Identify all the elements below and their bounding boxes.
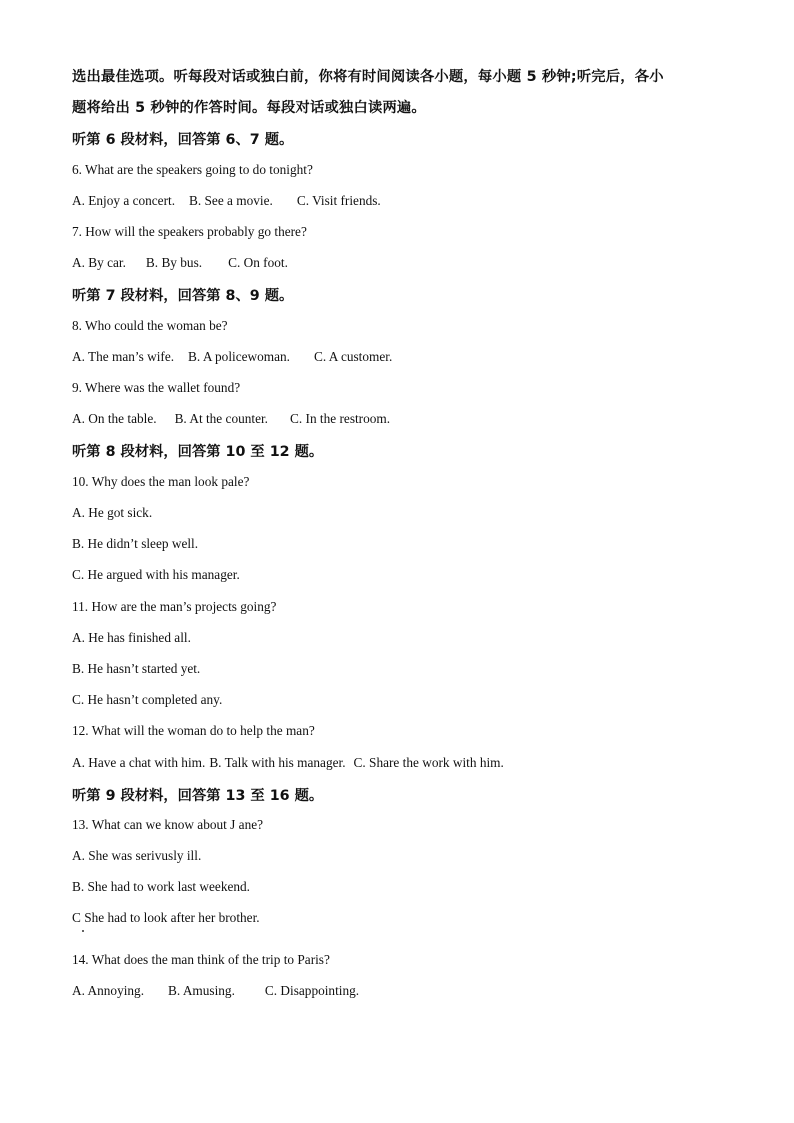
question-10-option-a: A. He got sick. [72, 505, 153, 520]
question-7-stem: 7. How will the speakers probably go there? [72, 224, 307, 239]
question-6-option-a: A. Enjoy a concert. [72, 193, 176, 208]
question-8-option-c: C. A customer. [313, 349, 393, 364]
question-14-option-b: B. Amusing. [168, 983, 235, 998]
question-11-option-c: C. He hasn’t completed any. [72, 692, 223, 707]
question-11-option-a: A. He has finished all. [72, 630, 191, 645]
question-6-stem: 6. What are the speakers going to do tonight? [72, 162, 313, 177]
question-9-option-c: C. In the restroom. [290, 411, 391, 426]
instructions-line-2: 题将给出 5 秒钟的作答时间。每段对话或独白读两遍。 [72, 100, 426, 116]
question-13-option-a: A. She was serivusly ill. [72, 848, 202, 863]
question-9-options [72, 411, 390, 427]
section-heading-7: 听第 7 段材料，回答第 8、9 题。 [72, 288, 294, 304]
question-13-option-c: C She had to look after her brother. [72, 910, 260, 925]
question-7-options [72, 255, 288, 271]
question-10-stem: 10. Why does the man look pale? [72, 474, 250, 489]
question-13-stem: 13. What can we know about J ane? [72, 817, 264, 832]
question-9-option-b: B. At the counter. [174, 411, 268, 426]
question-14-stem: 14. What does the man think of the trip to Paris? [72, 952, 330, 967]
question-11-option-b: B. He hasn’t started yet. [72, 661, 201, 676]
question-14-option-c: C. Disappointing. [264, 983, 360, 998]
question-13-option-b: B. She had to work last weekend. [72, 879, 250, 894]
question-6-options [72, 193, 381, 209]
question-8-options [72, 349, 392, 365]
question-12-option-a: A. Have a chat with him. [72, 755, 206, 770]
question-14-option-a: A. Annoying. [72, 983, 145, 998]
instructions-line-1: 选出最佳选项。听每段对话或独白前，你将有时间阅读各小题，每小题 5 秒钟;听完后，各小 [72, 69, 664, 85]
section-heading-6: 听第 6 段材料，回答第 6、7 题。 [72, 132, 294, 148]
question-6-option-c: C. Visit friends. [296, 193, 381, 208]
question-6-option-b: B. See a movie. [189, 193, 273, 208]
question-12-option-b: B. Talk with his manager. [209, 755, 346, 770]
question-7-option-b: B. By bus. [145, 255, 203, 270]
question-9-option-a: A. On the table. [72, 411, 157, 426]
question-11-stem: 11. How are the man’s projects going? [72, 599, 277, 614]
question-12-option-c: C. Share the work with him. [353, 755, 504, 770]
section-heading-9: 听第 9 段材料，回答第 13 至 16 题。 [72, 788, 324, 804]
question-10-option-b: B. He didn’t sleep well. [72, 536, 199, 551]
question-8-option-a: A. The man’s wife. [72, 349, 175, 364]
question-12-stem: 12. What will the woman do to help the man? [72, 723, 315, 738]
question-9-stem: 9. Where was the wallet found? [72, 380, 241, 395]
section-heading-8: 听第 8 段材料，回答第 10 至 12 题。 [72, 444, 324, 460]
question-8-stem: 8. Who could the woman be? [72, 318, 228, 333]
question-10-option-c: C. He argued with his manager. [72, 567, 240, 582]
question-7-option-a: A. By car. [72, 255, 126, 270]
question-14-options [72, 983, 359, 999]
question-12-options [72, 755, 504, 771]
stray-dot-mark [82, 930, 84, 932]
question-7-option-c: C. On foot. [228, 255, 288, 270]
question-8-option-b: B. A policewoman. [188, 349, 290, 364]
